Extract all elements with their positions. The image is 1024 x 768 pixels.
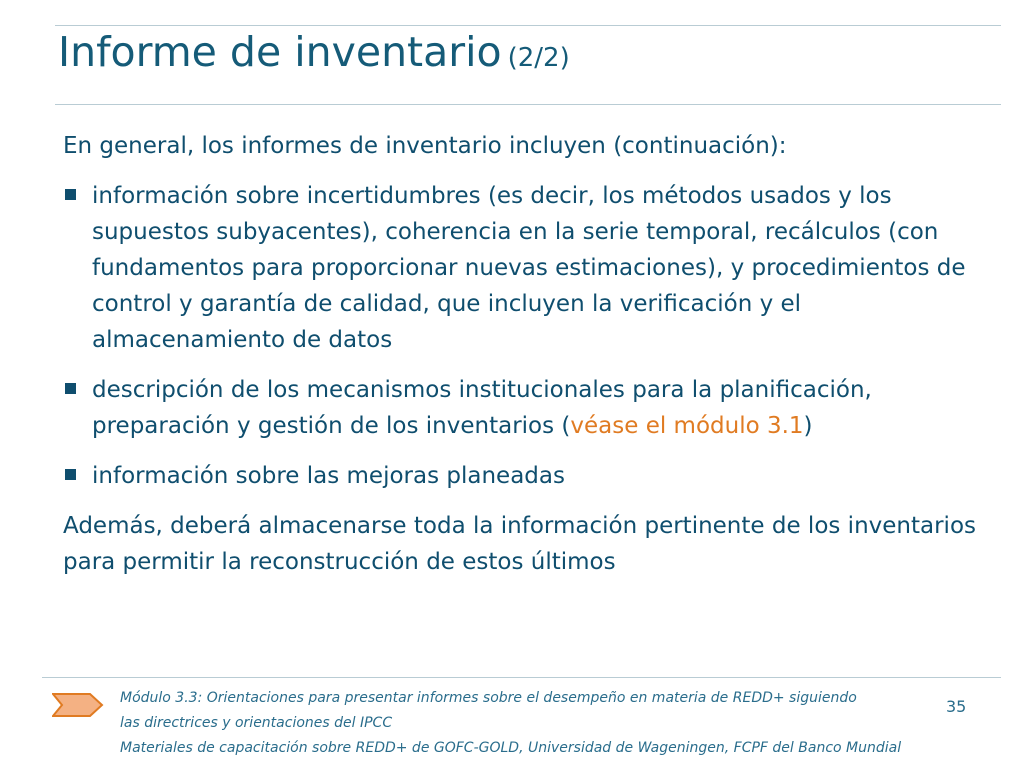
title-divider xyxy=(55,104,1001,105)
title-suffix: (2/2) xyxy=(507,43,570,73)
square-bullet-icon xyxy=(65,189,76,200)
bullet-item xyxy=(63,178,993,358)
bullet-text: información sobre incertidumbres (es decir, los métodos usados y los supuestos subyacentes), coherencia en la serie temporal, recálculos (con fundamentos para proporcionar nuevas estimaciones), y procedimientos de control y garantía de calidad, que incluyen la verificación y el almacenamiento de datos xyxy=(92,183,966,353)
intro-text: En general, los informes de inventario incluyen (continuación): xyxy=(63,133,787,159)
bullet-text: información sobre las mejoras planeadas xyxy=(92,463,565,489)
chevron-right-icon xyxy=(52,692,104,718)
bullet-text-end: ) xyxy=(803,413,813,439)
square-bullet-icon xyxy=(65,383,76,394)
slide-content xyxy=(63,128,993,580)
footer-line: Materiales de capacitación sobre REDD+ de GOFC-GOLD, Universidad de Wageningen, FCPF del Banco Mundial xyxy=(120,740,902,756)
title-main: Informe de inventario xyxy=(58,28,502,76)
footer-credits xyxy=(120,686,970,761)
top-rule xyxy=(55,25,1001,26)
module-link[interactable]: véase el módulo 3.1 xyxy=(570,413,804,439)
page-number: 35 xyxy=(946,697,967,716)
bullet-item xyxy=(63,458,993,494)
footer-line: las directrices y orientaciones del IPCC xyxy=(120,715,393,731)
bullet-text: descripción de los mecanismos institucionales para la planificación, preparación y gestión de los inventarios ( xyxy=(92,377,872,439)
bullet-item xyxy=(63,372,993,444)
footer-line: Módulo 3.3: Orientaciones para presentar informes sobre el desempeño en materia de REDD+ siguiendo xyxy=(120,690,857,706)
slide-title xyxy=(58,28,570,76)
square-bullet-icon xyxy=(65,469,76,480)
closing-text: Además, deberá almacenarse toda la información pertinente de los inventarios para permitir la reconstrucción de estos últimos xyxy=(63,513,977,575)
footer-rule xyxy=(42,677,1001,678)
